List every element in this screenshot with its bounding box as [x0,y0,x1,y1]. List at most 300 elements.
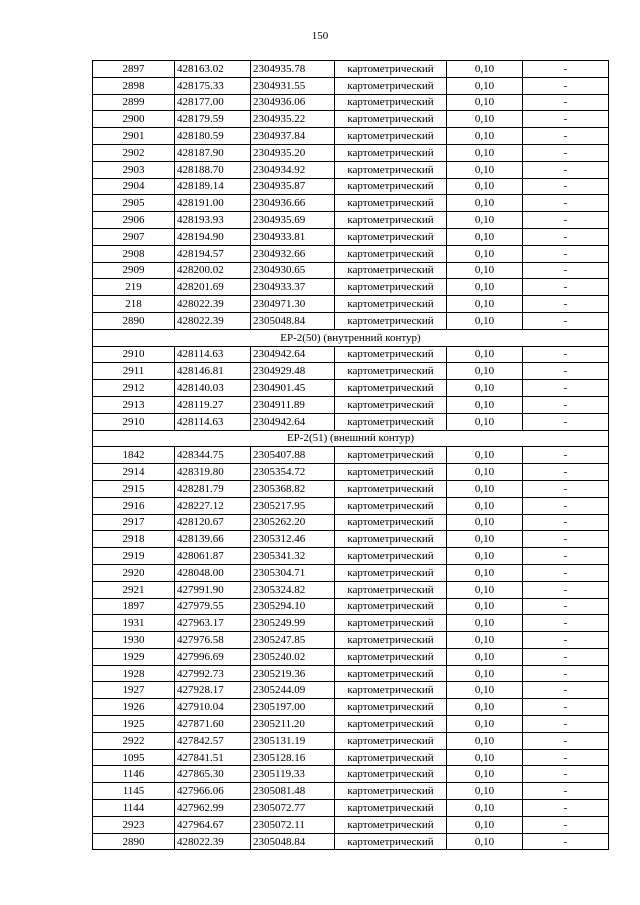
method-cell: картометрический [335,245,447,262]
table-row [93,94,609,111]
y-coordinate-cell: 2305048.84 [251,312,335,329]
method-cell: картометрический [335,346,447,363]
x-coordinate-cell: 427976.58 [175,632,251,649]
table-row [93,665,609,682]
table-row [93,195,609,212]
y-coordinate-cell: 2305354.72 [251,464,335,481]
method-cell: картометрический [335,380,447,397]
method-cell: картометрический [335,497,447,514]
accuracy-cell: 0,10 [447,346,523,363]
table-row [93,245,609,262]
point-number-cell: 2920 [93,564,175,581]
y-coordinate-cell: 2304942.64 [251,413,335,430]
x-coordinate-cell: 428022.39 [175,833,251,850]
note-cell: - [523,548,609,565]
note-cell: - [523,228,609,245]
y-coordinate-cell: 2305312.46 [251,531,335,548]
point-number-cell: 2910 [93,413,175,430]
x-coordinate-cell: 427962.99 [175,800,251,817]
x-coordinate-cell: 428193.93 [175,212,251,229]
table-row [93,312,609,329]
point-number-cell: 2921 [93,581,175,598]
x-coordinate-cell: 427979.55 [175,598,251,615]
note-cell: - [523,262,609,279]
table-row [93,128,609,145]
table-row [93,800,609,817]
x-coordinate-cell: 428175.33 [175,77,251,94]
point-number-cell: 2922 [93,732,175,749]
accuracy-cell: 0,10 [447,732,523,749]
point-number-cell: 2919 [93,548,175,565]
accuracy-cell: 0,10 [447,228,523,245]
note-cell: - [523,363,609,380]
method-cell: картометрический [335,665,447,682]
point-number-cell: 2902 [93,144,175,161]
accuracy-cell: 0,10 [447,816,523,833]
table-row [93,480,609,497]
y-coordinate-cell: 2304971.30 [251,296,335,313]
note-cell: - [523,682,609,699]
method-cell: картометрический [335,128,447,145]
accuracy-cell: 0,10 [447,766,523,783]
note-cell: - [523,346,609,363]
note-cell: - [523,615,609,632]
x-coordinate-cell: 428344.75 [175,447,251,464]
note-cell: - [523,111,609,128]
y-coordinate-cell: 2305197.00 [251,699,335,716]
accuracy-cell: 0,10 [447,833,523,850]
method-cell: картометрический [335,178,447,195]
note-cell: - [523,245,609,262]
note-cell: - [523,497,609,514]
table-row [93,363,609,380]
y-coordinate-cell: 2304935.78 [251,61,335,78]
accuracy-cell: 0,10 [447,480,523,497]
y-coordinate-cell: 2304942.64 [251,346,335,363]
note-cell: - [523,195,609,212]
table-row [93,615,609,632]
y-coordinate-cell: 2304935.69 [251,212,335,229]
accuracy-cell: 0,10 [447,648,523,665]
x-coordinate-cell: 428227.12 [175,497,251,514]
method-cell: картометрический [335,833,447,850]
note-cell: - [523,514,609,531]
y-coordinate-cell: 2305131.19 [251,732,335,749]
accuracy-cell: 0,10 [447,564,523,581]
method-cell: картометрический [335,413,447,430]
note-cell: - [523,581,609,598]
table-row [93,111,609,128]
x-coordinate-cell: 427966.06 [175,783,251,800]
accuracy-cell: 0,10 [447,279,523,296]
y-coordinate-cell: 2304935.20 [251,144,335,161]
note-cell: - [523,598,609,615]
y-coordinate-cell: 2305368.82 [251,480,335,497]
method-cell: картометрический [335,111,447,128]
accuracy-cell: 0,10 [447,514,523,531]
y-coordinate-cell: 2305048.84 [251,833,335,850]
point-number-cell: 2907 [93,228,175,245]
y-coordinate-cell: 2304936.06 [251,94,335,111]
accuracy-cell: 0,10 [447,464,523,481]
table-row [93,178,609,195]
accuracy-cell: 0,10 [447,716,523,733]
y-coordinate-cell: 2305247.85 [251,632,335,649]
y-coordinate-cell: 2305244.09 [251,682,335,699]
x-coordinate-cell: 427963.17 [175,615,251,632]
table-row [93,279,609,296]
method-cell: картометрический [335,77,447,94]
method-cell: картометрический [335,161,447,178]
x-coordinate-cell: 428191.00 [175,195,251,212]
x-coordinate-cell: 428177.00 [175,94,251,111]
accuracy-cell: 0,10 [447,531,523,548]
point-number-cell: 2897 [93,61,175,78]
accuracy-cell: 0,10 [447,363,523,380]
method-cell: картометрический [335,682,447,699]
point-number-cell: 2909 [93,262,175,279]
table-row [93,581,609,598]
y-coordinate-cell: 2304911.89 [251,396,335,413]
note-cell: - [523,665,609,682]
x-coordinate-cell: 428189.14 [175,178,251,195]
accuracy-cell: 0,10 [447,77,523,94]
section-header-row [93,329,609,346]
accuracy-cell: 0,10 [447,682,523,699]
method-cell: картометрический [335,581,447,598]
point-number-cell: 1930 [93,632,175,649]
y-coordinate-cell: 2304936.66 [251,195,335,212]
x-coordinate-cell: 428114.63 [175,346,251,363]
accuracy-cell: 0,10 [447,598,523,615]
accuracy-cell: 0,10 [447,548,523,565]
x-coordinate-cell: 428194.57 [175,245,251,262]
x-coordinate-cell: 427928.17 [175,682,251,699]
x-coordinate-cell: 427871.60 [175,716,251,733]
x-coordinate-cell: 428022.39 [175,296,251,313]
note-cell: - [523,380,609,397]
y-coordinate-cell: 2305219.36 [251,665,335,682]
y-coordinate-cell: 2305304.71 [251,564,335,581]
y-coordinate-cell: 2305341.32 [251,548,335,565]
y-coordinate-cell: 2304933.37 [251,279,335,296]
point-number-cell: 2911 [93,363,175,380]
x-coordinate-cell: 428022.39 [175,312,251,329]
note-cell: - [523,732,609,749]
accuracy-cell: 0,10 [447,800,523,817]
accuracy-cell: 0,10 [447,632,523,649]
table-row [93,447,609,464]
method-cell: картометрический [335,732,447,749]
y-coordinate-cell: 2304934.92 [251,161,335,178]
method-cell: картометрический [335,514,447,531]
point-number-cell: 1897 [93,598,175,615]
method-cell: картометрический [335,766,447,783]
table-row [93,396,609,413]
y-coordinate-cell: 2304901.45 [251,380,335,397]
x-coordinate-cell: 428114.63 [175,413,251,430]
table-row [93,531,609,548]
point-number-cell: 1144 [93,800,175,817]
point-number-cell: 218 [93,296,175,313]
note-cell: - [523,783,609,800]
note-cell: - [523,699,609,716]
table-row [93,833,609,850]
method-cell: картометрический [335,615,447,632]
point-number-cell: 1146 [93,766,175,783]
method-cell: картометрический [335,564,447,581]
table-row [93,749,609,766]
x-coordinate-cell: 428061.87 [175,548,251,565]
point-number-cell: 1931 [93,615,175,632]
note-cell: - [523,296,609,313]
accuracy-cell: 0,10 [447,144,523,161]
y-coordinate-cell: 2304930.65 [251,262,335,279]
x-coordinate-cell: 428200.02 [175,262,251,279]
table-row [93,77,609,94]
x-coordinate-cell: 428179.59 [175,111,251,128]
note-cell: - [523,447,609,464]
point-number-cell: 2890 [93,312,175,329]
point-number-cell: 2901 [93,128,175,145]
method-cell: картометрический [335,144,447,161]
note-cell: - [523,648,609,665]
y-coordinate-cell: 2304932.66 [251,245,335,262]
x-coordinate-cell: 428319.80 [175,464,251,481]
method-cell: картометрический [335,312,447,329]
x-coordinate-cell: 428194.90 [175,228,251,245]
x-coordinate-cell: 427842.57 [175,732,251,749]
method-cell: картометрический [335,783,447,800]
point-number-cell: 2890 [93,833,175,850]
note-cell: - [523,61,609,78]
point-number-cell: 2915 [93,480,175,497]
accuracy-cell: 0,10 [447,245,523,262]
accuracy-cell: 0,10 [447,178,523,195]
point-number-cell: 1929 [93,648,175,665]
accuracy-cell: 0,10 [447,195,523,212]
method-cell: картометрический [335,548,447,565]
method-cell: картометрический [335,61,447,78]
x-coordinate-cell: 428180.59 [175,128,251,145]
point-number-cell: 2913 [93,396,175,413]
x-coordinate-cell: 428120.67 [175,514,251,531]
y-coordinate-cell: 2305119.33 [251,766,335,783]
y-coordinate-cell: 2304931.55 [251,77,335,94]
accuracy-cell: 0,10 [447,749,523,766]
table-row [93,716,609,733]
accuracy-cell: 0,10 [447,312,523,329]
table-row [93,380,609,397]
method-cell: картометрический [335,699,447,716]
note-cell: - [523,94,609,111]
x-coordinate-cell: 427991.90 [175,581,251,598]
point-number-cell: 2916 [93,497,175,514]
accuracy-cell: 0,10 [447,413,523,430]
note-cell: - [523,464,609,481]
table-row [93,144,609,161]
method-cell: картометрический [335,632,447,649]
x-coordinate-cell: 427865.30 [175,766,251,783]
note-cell: - [523,77,609,94]
table-row [93,212,609,229]
table-row [93,682,609,699]
note-cell: - [523,716,609,733]
note-cell: - [523,178,609,195]
table-row [93,816,609,833]
note-cell: - [523,833,609,850]
method-cell: картометрический [335,480,447,497]
point-number-cell: 2908 [93,245,175,262]
accuracy-cell: 0,10 [447,699,523,716]
method-cell: картометрический [335,262,447,279]
y-coordinate-cell: 2305081.48 [251,783,335,800]
y-coordinate-cell: 2304929.48 [251,363,335,380]
point-number-cell: 1842 [93,447,175,464]
y-coordinate-cell: 2305072.11 [251,816,335,833]
table-row [93,732,609,749]
table-row [93,514,609,531]
x-coordinate-cell: 428201.69 [175,279,251,296]
y-coordinate-cell: 2304937.84 [251,128,335,145]
table-row [93,161,609,178]
point-number-cell: 1928 [93,665,175,682]
note-cell: - [523,144,609,161]
point-number-cell: 2898 [93,77,175,94]
point-number-cell: 2923 [93,816,175,833]
x-coordinate-cell: 428146.81 [175,363,251,380]
method-cell: картометрический [335,228,447,245]
table-row [93,346,609,363]
table-row [93,296,609,313]
x-coordinate-cell: 427996.69 [175,648,251,665]
note-cell: - [523,413,609,430]
point-number-cell: 2899 [93,94,175,111]
method-cell: картометрический [335,816,447,833]
point-number-cell: 2914 [93,464,175,481]
table-row [93,464,609,481]
y-coordinate-cell: 2304935.22 [251,111,335,128]
accuracy-cell: 0,10 [447,380,523,397]
table-row [93,648,609,665]
point-number-cell: 2903 [93,161,175,178]
table-row [93,766,609,783]
accuracy-cell: 0,10 [447,783,523,800]
method-cell: картометрический [335,94,447,111]
table-row [93,564,609,581]
method-cell: картометрический [335,716,447,733]
x-coordinate-cell: 428048.00 [175,564,251,581]
method-cell: картометрический [335,800,447,817]
note-cell: - [523,564,609,581]
page-number: 150 [311,30,329,42]
method-cell: картометрический [335,363,447,380]
point-number-cell: 2917 [93,514,175,531]
accuracy-cell: 0,10 [447,447,523,464]
table-row [93,783,609,800]
y-coordinate-cell: 2305211.20 [251,716,335,733]
point-number-cell: 2918 [93,531,175,548]
point-number-cell: 2906 [93,212,175,229]
point-number-cell: 1925 [93,716,175,733]
method-cell: картометрический [335,396,447,413]
note-cell: - [523,161,609,178]
note-cell: - [523,279,609,296]
note-cell: - [523,212,609,229]
y-coordinate-cell: 2305240.02 [251,648,335,665]
point-number-cell: 1095 [93,749,175,766]
method-cell: картометрический [335,464,447,481]
x-coordinate-cell: 428139.66 [175,531,251,548]
point-number-cell: 1927 [93,682,175,699]
y-coordinate-cell: 2305217.95 [251,497,335,514]
table-row [93,699,609,716]
y-coordinate-cell: 2305294.10 [251,598,335,615]
note-cell: - [523,531,609,548]
x-coordinate-cell: 428163.02 [175,61,251,78]
table-row [93,61,609,78]
point-number-cell: 1926 [93,699,175,716]
point-number-cell: 219 [93,279,175,296]
note-cell: - [523,480,609,497]
x-coordinate-cell: 428188.70 [175,161,251,178]
point-number-cell: 2912 [93,380,175,397]
accuracy-cell: 0,10 [447,94,523,111]
accuracy-cell: 0,10 [447,128,523,145]
note-cell: - [523,632,609,649]
y-coordinate-cell: 2305072.77 [251,800,335,817]
y-coordinate-cell: 2304933.81 [251,228,335,245]
method-cell: картометрический [335,447,447,464]
note-cell: - [523,396,609,413]
x-coordinate-cell: 428187.90 [175,144,251,161]
y-coordinate-cell: 2304935.87 [251,178,335,195]
accuracy-cell: 0,10 [447,615,523,632]
point-number-cell: 2904 [93,178,175,195]
x-coordinate-cell: 427964.67 [175,816,251,833]
accuracy-cell: 0,10 [447,581,523,598]
coordinates-table [92,60,609,850]
accuracy-cell: 0,10 [447,111,523,128]
note-cell: - [523,749,609,766]
method-cell: картометрический [335,296,447,313]
table-row [93,632,609,649]
x-coordinate-cell: 427992.73 [175,665,251,682]
note-cell: - [523,128,609,145]
point-number-cell: 2910 [93,346,175,363]
table-row [93,548,609,565]
note-cell: - [523,766,609,783]
note-cell: - [523,816,609,833]
table-row [93,413,609,430]
table-row [93,497,609,514]
y-coordinate-cell: 2305128.16 [251,749,335,766]
y-coordinate-cell: 2305324.82 [251,581,335,598]
note-cell: - [523,312,609,329]
section-title: ЕР-2(50) (внутренний контур) [93,329,609,346]
point-number-cell: 2900 [93,111,175,128]
accuracy-cell: 0,10 [447,296,523,313]
x-coordinate-cell: 428281.79 [175,480,251,497]
table-row [93,262,609,279]
y-coordinate-cell: 2305407.88 [251,447,335,464]
accuracy-cell: 0,10 [447,212,523,229]
section-header-row [93,430,609,447]
section-title: ЕР-2(51) (внешний контур) [93,430,609,447]
method-cell: картометрический [335,531,447,548]
coordinates-table-body [93,61,609,850]
method-cell: картометрический [335,195,447,212]
